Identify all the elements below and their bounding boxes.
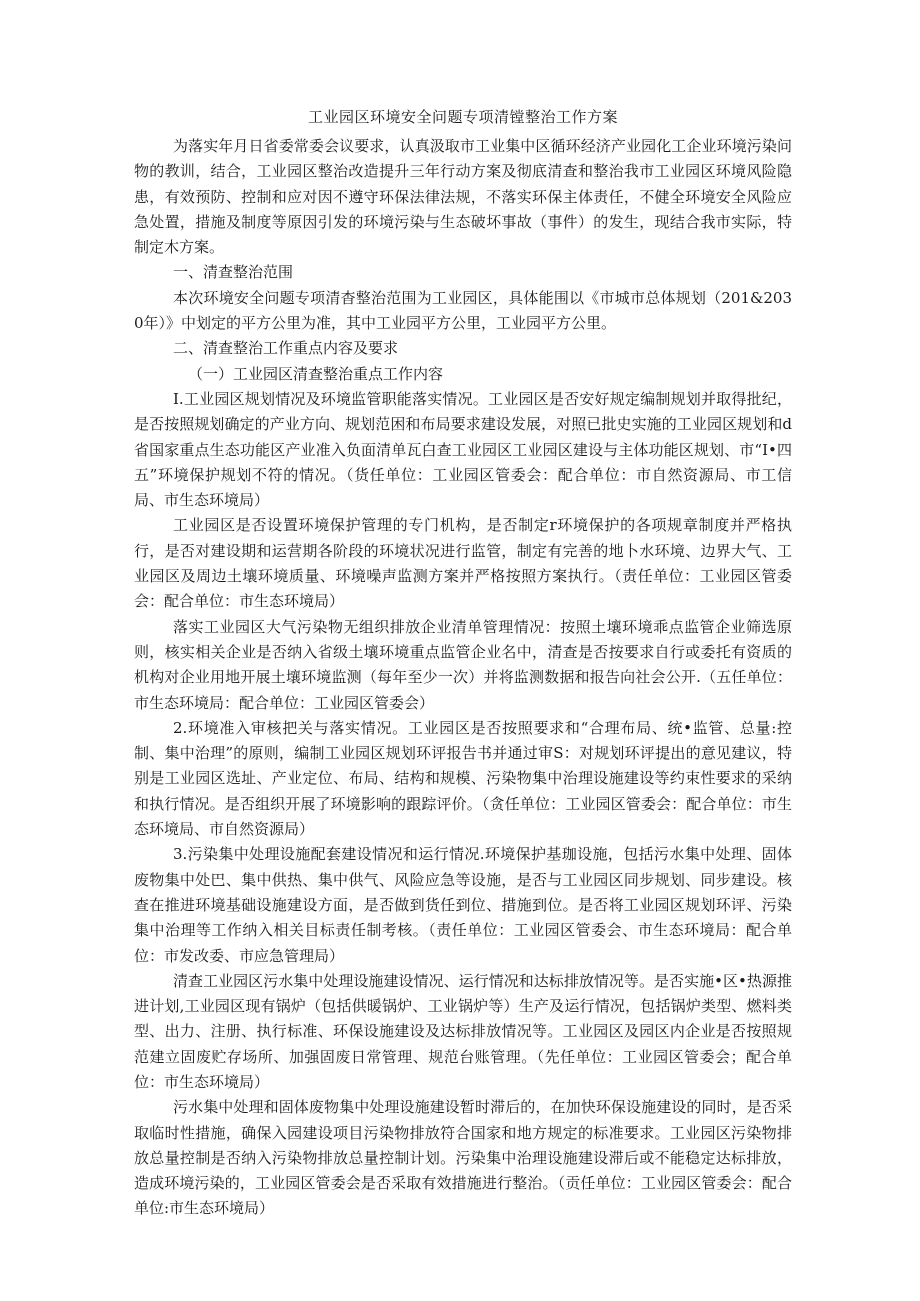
agency-paragraph: 工业园区是否设置环境保护管理的专门机构，是否制定r环境保护的各项规章制度并严格执行，是否对建设期和运营期各阶段的环境状况进行监管，制定有完善的地卜水环境、边界大气、工业园区及周边土壤环境质量、环境噪声监测方案并严格按照方案执行。（责任单位：工业园区管委会：配合单位：市生态环境局） bbox=[134, 516, 792, 611]
item-1-planning-paragraph: I.工业园区规划情况及环境监管职能落实情况。工业园区是否安好规定编制规划并取得批纪，是否按照规划确定的产业方向、规划范困和布局要求建设发展，对照已批史实施的工业园区规划和d省国家重点生态功能区产业准入负面清单瓦白查工业园区工业园区建设与主体功能区规划、市“I•四五”环境保护规划不符的情况。（货任单位：工业园区管委会：配合单位：市自然资源局、市工信局、市生态环境局） bbox=[134, 389, 792, 510]
item-2-access-paragraph: 2.环境准入审核把关与落实情况。工业园区是否按照要求和“合理布局、统•监管、总量:控制、集中治理”的原则，编制工业园区规划环评报告书并通过审S：对规划环评提出的意见建议，特别是工业园区选址、产业定位、布局、结构和规模、污染物集中治理设施建设等约束性要求的采纳和执行情况。是否组织开展了环境影响的跟踪评价。（贪任单位：工业园区管委会：配合单位：市生态环境局、市自然资源局） bbox=[134, 718, 792, 839]
document-body bbox=[134, 104, 792, 1222]
document-title: 工业园区环境安全问题专项清镗整治工作方案 bbox=[307, 108, 618, 126]
section-heading-requirements: 二、清查整治工作重点内容及要求 bbox=[173, 339, 399, 358]
intro-paragraph: 为落实年月日省委常委会议要求，认真汲取市工业集中区循环经济产业园化工企业环境污染问物的教训，结合，工业园区整治改造提升三年行动方案及彻底清查和整治我市工业园区环境风险隐患，有效预防、控制和应对因不遵守环保法律法规，不落实环保主体责任，不健全环境安全风险应急处置，措施及制度等原因引发的环境污染与生态破坏事故（事件）的发生，现结合我市实际，特制定木方案。 bbox=[134, 137, 792, 257]
item-3-facilities-paragraph: 3.污染集中处理设施配套建设情况和运行情况.环境保护基珈设施，包括污水集中处理、固体废物集中处巴、集中供热、集中供气、风险应急等设施，是否与工业园区同步规划、同步建设。核查在推进环境基础设施建设方面，是否做到货任到位、措施到位。是否将工业园区规划环评、污染集中治理等工作纳入相关目标责任制考核。（责任单位：工业园区管委会、市生态环境局：配合单位：市发改委、市应急管理局） bbox=[134, 845, 792, 965]
section-heading-scope: 一、清查整治范围 bbox=[173, 263, 294, 282]
sewage-check-paragraph: 清查工业园区污水集中处理设施建设情况、运行情况和达标排放情况等。是否实施•区•热源推进计划,工业园区现有锅炉（包括供暖锅炉、工业锅炉等）生产及运行情况，包括锅炉类型、燃料类型、出力、注册、执行标准、环保设施建设及达标排放情况等。工业园区及园区内企业是否按照规范建立固废贮存场所、加强固废日常管理、规范台账管理。（先任单位：工业园区管委会；配合单位：市生态环境局） bbox=[134, 971, 792, 1091]
delay-measures-paragraph: 污水集中处理和固体废物集中处理设施建设暂时滞后的，在加快环保设施建设的同时，是否采取临时性措施，确保入园建设项目污染物排放符合国家和地方规定的标准要求。工业园区污染物排放总量控制是否纳入污染物排放总量控制计划。污染集中治理设施建设滞后或不能稳定达标排放，造成环境污染的，工业园区管委会是否采取有效措施进行整治。（贡任单位：工业园区管委会：配合单位:市生态环境局） bbox=[134, 1098, 792, 1218]
subsection-heading-key-work: （一）工业园区清查整治重点工作内容 bbox=[188, 364, 444, 383]
scope-paragraph: 本次环境安全问题专项清杳整治范围为工业园区，具体能围以《市城市总体规划（201&2030年）》中划定的平方公里为准，其中工业园平方公里，工业园平方公里。 bbox=[134, 288, 792, 333]
air-pollution-paragraph: 落实工业园区大气污染物无组织排放企业清单管理情况：按照土壤环境乖点监管企业筛选原则，核实相关企业是否纳入省级土壤环境重点监管企业名中，清查是否按要求自行或委托有资质的机构对企业用地开展土壤环境监测（每年至少一次）并将监测数据和报告向社会公开.（五任单位：市生态环境局：配合单位：工业园区管委会） bbox=[134, 617, 792, 712]
